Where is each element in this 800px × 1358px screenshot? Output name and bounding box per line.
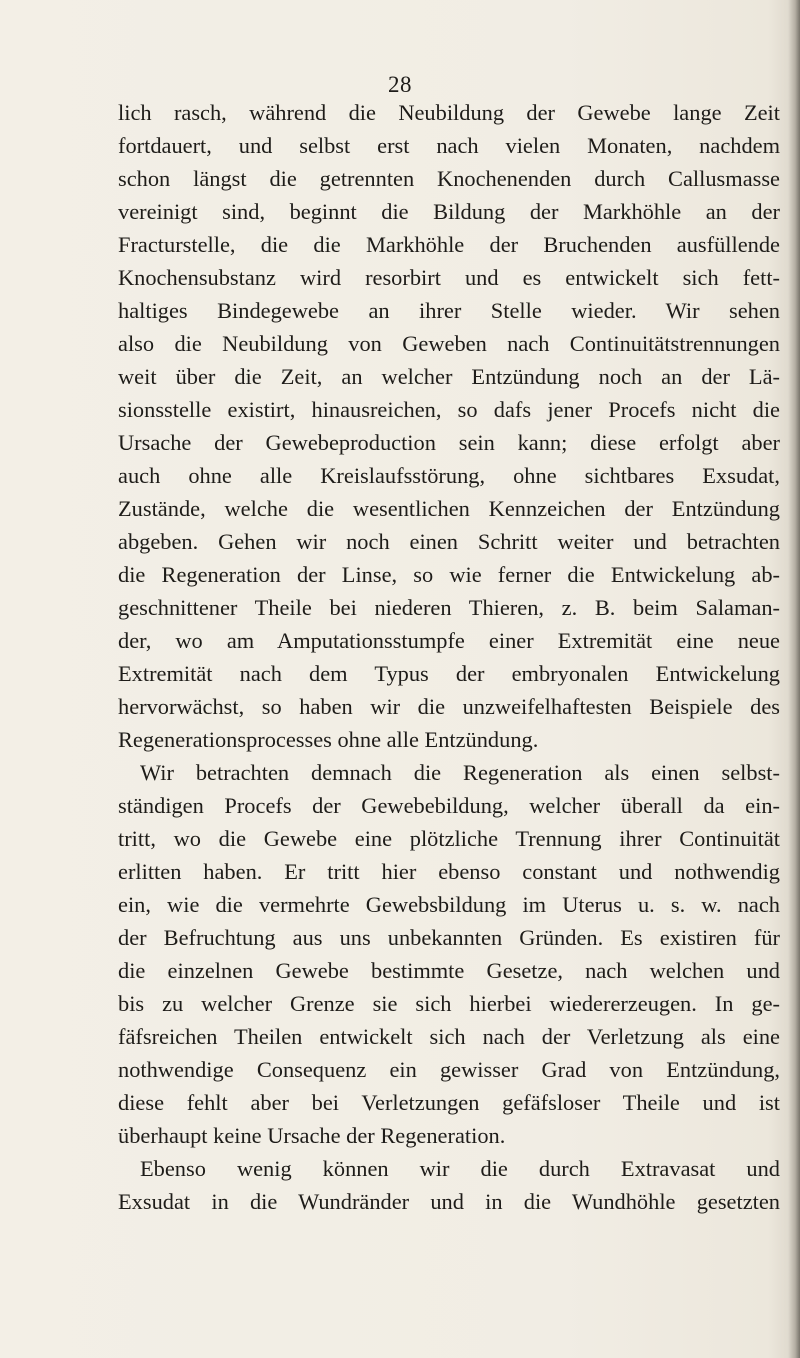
text-line: Fracturstelle, die die Markhöhle der Bruchenden ausfüllende xyxy=(118,232,780,257)
text-line: Extremität nach dem Typus der embryonalen Entwickelung xyxy=(118,661,780,686)
text-line: fortdauert, und selbst erst nach vielen Monaten, nachdem xyxy=(118,133,780,158)
text-line: geschnittener Theile bei niederen Thieren, z. B. beim Salaman- xyxy=(118,595,780,620)
text-line: fäfsreichen Theilen entwickelt sich nach der Verletzung als eine xyxy=(118,1024,780,1049)
page-edge-shadow xyxy=(788,0,800,1358)
text-line: Ebenso wenig können wir die durch Extravasat und xyxy=(140,1156,780,1181)
text-line: erlitten haben. Er tritt hier ebenso constant und nothwendig xyxy=(118,859,780,884)
text-line: vereinigt sind, beginnt die Bildung der Markhöhle an der xyxy=(118,199,780,224)
text-line: die Regeneration der Linse, so wie ferner die Entwickelung ab- xyxy=(118,562,780,587)
text-line: nothwendige Consequenz ein gewisser Grad von Entzündung, xyxy=(118,1057,780,1082)
text-line: schon längst die getrennten Knochenenden durch Callusmasse xyxy=(118,166,780,191)
page-number: 28 xyxy=(388,72,412,97)
text-line: der, wo am Amputationsstumpfe einer Extremität eine neue xyxy=(118,628,780,653)
text-line: Zustände, welche die wesentlichen Kennzeichen der Entzündung xyxy=(118,496,780,521)
text-line: die einzelnen Gewebe bestimmte Gesetze, nach welchen und xyxy=(118,958,780,983)
text-line: Ursache der Gewebeproduction sein kann; diese erfolgt aber xyxy=(118,430,780,455)
text-line: ständigen Procefs der Gewebebildung, welcher überall da ein- xyxy=(118,793,780,818)
text-line: der Befruchtung aus uns unbekannten Gründen. Es existiren für xyxy=(118,925,780,950)
text-line: abgeben. Gehen wir noch einen Schritt weiter und betrachten xyxy=(118,529,780,554)
text-line: Knochensubstanz wird resorbirt und es entwickelt sich fett- xyxy=(118,265,780,290)
text-line: bis zu welcher Grenze sie sich hierbei wiedererzeugen. In ge- xyxy=(118,991,780,1016)
text-line: ein, wie die vermehrte Gewebsbildung im Uterus u. s. w. nach xyxy=(118,892,780,917)
text-line: haltiges Bindegewebe an ihrer Stelle wieder. Wir sehen xyxy=(118,298,780,323)
text-line: Exsudat in die Wundränder und in die Wundhöhle gesetzten xyxy=(118,1189,780,1214)
body-text xyxy=(118,96,780,1218)
text-line: tritt, wo die Gewebe eine plötzliche Trennung ihrer Continuität xyxy=(118,826,780,851)
text-line: Regenerationsprocesses ohne alle Entzündung. xyxy=(118,727,539,752)
text-line: hervorwächst, so haben wir die unzweifelhaftesten Beispiele des xyxy=(118,694,780,719)
text-line: Wir betrachten demnach die Regeneration als einen selbst- xyxy=(140,760,780,785)
text-line: also die Neubildung von Geweben nach Continuitätstrennungen xyxy=(118,331,780,356)
text-line: lich rasch, während die Neubildung der Gewebe lange Zeit xyxy=(118,100,780,125)
text-line: sionsstelle existirt, hinausreichen, so dafs jener Procefs nicht die xyxy=(118,397,780,422)
text-line: überhaupt keine Ursache der Regeneration. xyxy=(118,1123,506,1148)
text-line: auch ohne alle Kreislaufsstörung, ohne sichtbares Exsudat, xyxy=(118,463,780,488)
text-line: diese fehlt aber bei Verletzungen gefäfsloser Theile und ist xyxy=(118,1090,780,1115)
text-line: weit über die Zeit, an welcher Entzündung noch an der Lä- xyxy=(118,364,780,389)
